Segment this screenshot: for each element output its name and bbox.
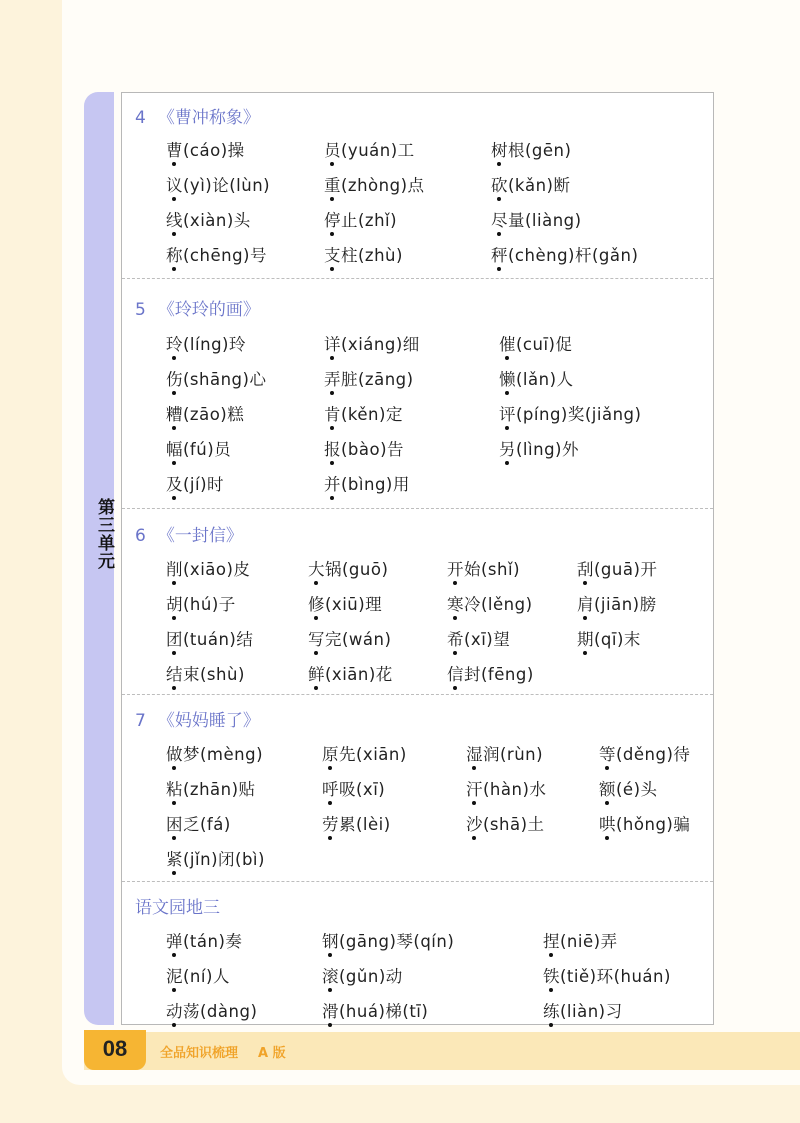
left-margin: [0, 0, 62, 1085]
vocab-item: 砍(kǎn)断: [491, 172, 571, 196]
vocabulary-box: [121, 92, 714, 1025]
vocab-item: 泥(ní)人: [166, 963, 230, 987]
vocab-item: 胡(hú)子: [166, 591, 236, 615]
vocab-item: 并(bìng)用: [324, 471, 410, 495]
vocab-item: 练(liàn)习: [543, 998, 623, 1022]
vocab-item: 称(chēng)号: [166, 242, 267, 266]
vocab-item: 肯(kěn)定: [324, 401, 403, 425]
vocab-item: 汗(hàn)水: [466, 776, 546, 800]
vocab-item: 紧(jǐn)闭(bì): [166, 846, 265, 870]
vocab-item: 写完(wán): [308, 626, 391, 650]
vocab-item: 树根(gēn): [491, 137, 571, 161]
vocab-item: 肩(jiān)膀: [577, 591, 657, 615]
vocab-item: 催(cuī)促: [499, 331, 573, 355]
vocab-item: 寒冷(lěng): [447, 591, 533, 615]
vocab-item: 额(é)头: [599, 776, 658, 800]
vocab-item: 团(tuán)结: [166, 626, 253, 650]
vocab-item: 信封(fēng): [447, 661, 534, 685]
section-title: [135, 521, 243, 546]
vocab-item: 原先(xiān): [322, 741, 407, 765]
section-yuwen-yuandi: [122, 882, 713, 1024]
lesson-number: 5: [135, 300, 146, 320]
section-title: [135, 103, 260, 128]
vocab-item: 鲜(xiān)花: [308, 661, 393, 685]
footer-edition: A 版: [258, 1046, 286, 1061]
vocab-item: 玲(líng)玲: [166, 331, 246, 355]
vocab-item: 议(yì)论(lùn): [166, 172, 270, 196]
section-title: [135, 706, 260, 731]
vocab-item: 做梦(mèng): [166, 741, 263, 765]
section-title: [135, 295, 260, 320]
vocab-item: 尽量(liàng): [491, 207, 582, 231]
vocab-item: 幅(fú)员: [166, 436, 231, 460]
vocab-item: 沙(shā)土: [466, 811, 545, 835]
lesson-number: 4: [135, 108, 146, 128]
lesson-title: 《玲玲的画》: [157, 300, 260, 320]
vocab-item: 困乏(fá): [166, 811, 231, 835]
unit-label: 第三单元: [94, 498, 114, 570]
vocab-item: 滑(huá)梯(tī): [322, 998, 428, 1022]
lesson-title: 《妈妈睡了》: [157, 711, 260, 731]
footer-brand: 全品知识梳理: [160, 1046, 239, 1061]
vocab-item: 线(xiàn)头: [166, 207, 251, 231]
vocab-item: 劳累(lèi): [322, 811, 391, 835]
vocab-item: 粘(zhān)贴: [166, 776, 256, 800]
vocab-item: 大锅(guō): [308, 556, 388, 580]
section-lesson-5: [122, 279, 713, 509]
vocab-item: 支柱(zhù): [324, 242, 403, 266]
lesson-number: 7: [135, 711, 146, 731]
lesson-title: 语文园地三: [135, 898, 220, 918]
vocab-item: 重(zhòng)点: [324, 172, 425, 196]
vocab-item: 详(xiáng)细: [324, 331, 420, 355]
vocab-item: 铁(tiě)环(huán): [543, 963, 671, 987]
section-lesson-7: [122, 695, 713, 882]
vocab-item: 评(píng)奖(jiǎng): [499, 401, 641, 425]
vocab-item: 钢(gāng)琴(qín): [322, 928, 454, 952]
vocab-item: 捏(niē)弄: [543, 928, 618, 952]
vocab-item: 及(jí)时: [166, 471, 224, 495]
vocab-item: 滚(gǔn)动: [322, 963, 403, 987]
section-lesson-4: [122, 93, 713, 279]
vocab-item: 糟(zāo)糕: [166, 401, 244, 425]
vocab-item: 伤(shāng)心: [166, 366, 266, 390]
vocab-item: 曹(cáo)操: [166, 137, 245, 161]
section-title: [135, 893, 220, 918]
vocab-item: 动荡(dàng): [166, 998, 257, 1022]
vocab-item: 希(xī)望: [447, 626, 510, 650]
vocab-item: 期(qī)末: [577, 626, 641, 650]
vocab-item: 结束(shù): [166, 661, 245, 685]
vocab-item: 修(xiū)理: [308, 591, 382, 615]
vocab-item: 呼吸(xī): [322, 776, 385, 800]
vocab-item: 停止(zhǐ): [324, 207, 397, 231]
vocab-item: 哄(hǒng)骗: [599, 811, 690, 835]
vocab-item: 秤(chèng)杆(gǎn): [491, 242, 638, 266]
vocab-item: 开始(shǐ): [447, 556, 520, 580]
vocab-item: 报(bào)告: [324, 436, 404, 460]
lesson-title: 《一封信》: [157, 526, 243, 546]
vocab-item: 削(xiāo)皮: [166, 556, 250, 580]
vocab-item: 弄脏(zāng): [324, 366, 414, 390]
page-number: 08: [102, 1036, 128, 1061]
vocab-item: 弹(tán)奏: [166, 928, 242, 952]
vocab-item: 员(yuán)工: [324, 137, 415, 161]
lesson-number: 6: [135, 526, 146, 546]
vocab-item: 懒(lǎn)人: [499, 366, 574, 390]
section-lesson-6: [122, 509, 713, 695]
vocab-item: 刮(guā)开: [577, 556, 657, 580]
lesson-title: 《曹冲称象》: [157, 108, 260, 128]
vocab-item: 湿润(rùn): [466, 741, 543, 765]
vocab-item: 等(děng)待: [599, 741, 690, 765]
vocab-item: 另(lìng)外: [499, 436, 579, 460]
